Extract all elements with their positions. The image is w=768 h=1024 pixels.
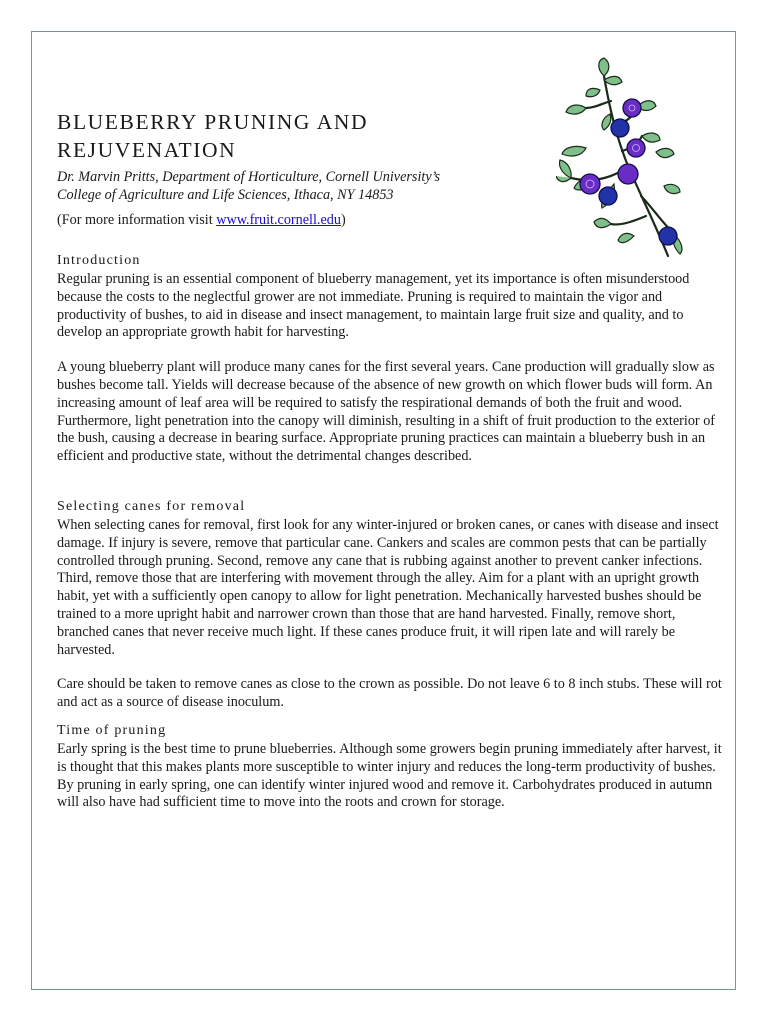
title-line-1: BLUEBERRY PRUNING AND [57, 110, 369, 134]
paragraph-selecting-1: When selecting canes for removal, first look for any winter-injured or broken canes, or canes with disease and insect damage. If injury is severe, remove that particular cane. Cankers and scales are common pests that can be partially controlled through pruning. Second, remove any cane that is rubbing against another to prevent canker infections. Third, remove those that are interfering with movement through the alley. Aim for a plant with an upright growth habit, yet with a sufficiently open canopy to allow for light penetration. Mechanically harvested bushes should be trained to a more upright habit and narrower crown than those that are hand harvested. Finally, remove short, branched canes that never receive much light. If these canes produce fruit, it will ripen late and will rarely be harvested. [57, 516, 719, 658]
author-line-1: Dr. Marvin Pritts, Department of Horticulture, Cornell University’s [57, 169, 441, 185]
paragraph-timing-1: Early spring is the best time to prune blueberries. Although some growers begin pruning immediately after harvest, it is thought that this makes plants more susceptible to winter injury and reduces the long-term productivity of bushes. By pruning in early spring, one can identify winter injured wood and remove it. Carbohydrates produced in autumn will also have had sufficient time to move into the roots and crown for storage. [57, 740, 722, 811]
heading-selecting-canes: Selecting canes for removal [57, 498, 246, 514]
document-title [57, 108, 725, 164]
document-body [57, 108, 725, 812]
title-line-2: REJUVENATION [57, 138, 237, 162]
author-line-2: College of Agriculture and Life Sciences, Ithaca, NY 14853 [57, 187, 394, 203]
author-affiliation [57, 168, 725, 204]
info-prefix: (For more information visit [57, 212, 217, 228]
more-info-line [57, 211, 725, 229]
paragraph-introduction-2: A young blueberry plant will produce many canes for the first several years. Cane production will gradually slow as bushes become tall. Yields will decrease because of the absence of new growth on which flower buds will form. An increasing amount of leaf area will be required to satisfy the respirational demands of both the fruit and wood. Furthermore, light penetration into the canopy will diminish, resulting in a shift of fruit production to the exterior of the bush, causing a decrease in bearing surface. Appropriate pruning practices can maintain a blueberry bush in an efficient and productive state, without the detrimental changes described. [57, 359, 716, 465]
heading-introduction: Introduction [57, 253, 141, 268]
paragraph-selecting-2: Care should be taken to remove canes as close to the crown as possible. Do not leave 6 to 8 inch stubs. These will rot and act as a source of disease inoculum. [57, 676, 722, 711]
info-suffix: ) [340, 212, 346, 228]
heading-time-of-pruning: Time of pruning [57, 722, 167, 738]
paragraph-introduction-1: Regular pruning is an essential component of blueberry management, yet its importance is often misunderstood because the costs to the neglectful grower are not immediate. Pruning is required to maintain the vigor and productivity of bushes, to aid in disease and insect management, to maintain large fruit size and quality, and to develop an appropriate growth habit for harvesting. [57, 271, 690, 341]
fruit-cornell-link[interactable]: www.fruit.cornell.edu [216, 212, 341, 228]
